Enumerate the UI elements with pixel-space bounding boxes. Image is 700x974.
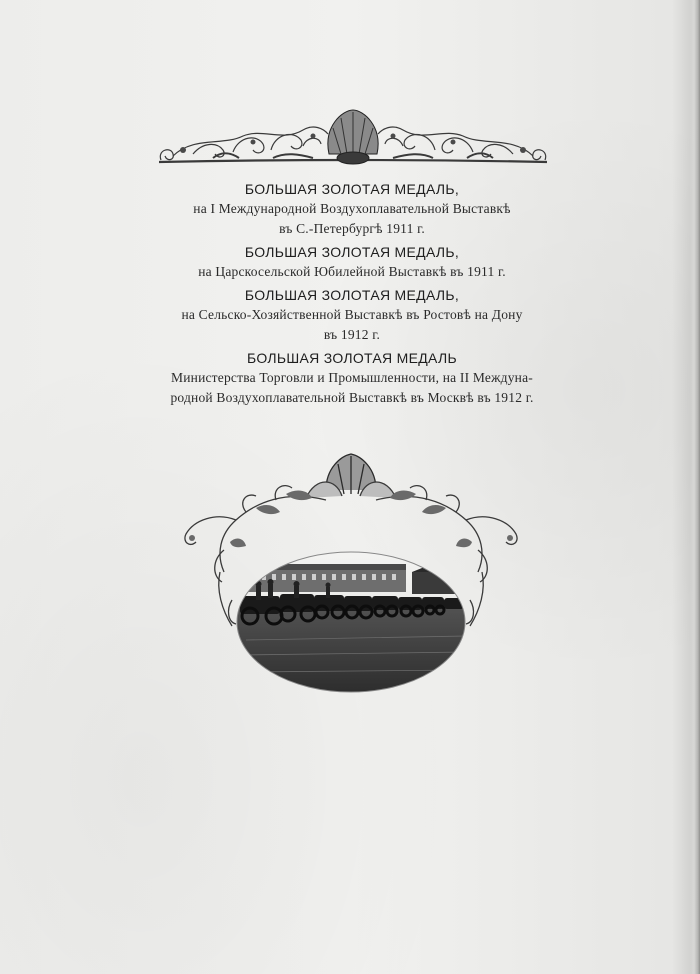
award-heading: БОЛЬШАЯ ЗОЛОТАЯ МЕДАЛЬ <box>247 350 457 366</box>
award-item <box>120 180 584 239</box>
award-heading: БОЛЬШАЯ ЗОЛОТАЯ МЕДАЛЬ, <box>244 287 460 303</box>
photo-vignette <box>176 450 526 700</box>
award-line: на Сельско-Хозяйственной Выставкѣ въ Ростовѣ на Дону <box>181 307 523 322</box>
award-heading: БОЛЬШАЯ ЗОЛОТАЯ МЕДАЛЬ, <box>244 181 460 197</box>
award-item <box>120 349 584 408</box>
award-line: Министерства Торговли и Промышленности, на II Междуна- <box>171 370 533 385</box>
award-line: на Царскосельской Юбилейной Выставкѣ въ 1911 г. <box>198 264 506 279</box>
street-photo <box>232 550 472 700</box>
award-item <box>120 286 584 345</box>
page-spine-shadow <box>690 0 700 974</box>
awards-list <box>120 180 584 412</box>
award-item <box>120 243 584 282</box>
award-line: въ С.-Петербургѣ 1911 г. <box>279 221 425 236</box>
award-line: на I Международной Воздухоплавательной Выставкѣ <box>193 201 511 216</box>
award-line: въ 1912 г. <box>323 327 381 342</box>
award-line: родной Воздухоплавательной Выставкѣ въ Москвѣ въ 1912 г. <box>170 390 534 405</box>
award-heading: БОЛЬШАЯ ЗОЛОТАЯ МЕДАЛЬ, <box>244 244 460 260</box>
top-ornament-icon <box>153 106 553 168</box>
